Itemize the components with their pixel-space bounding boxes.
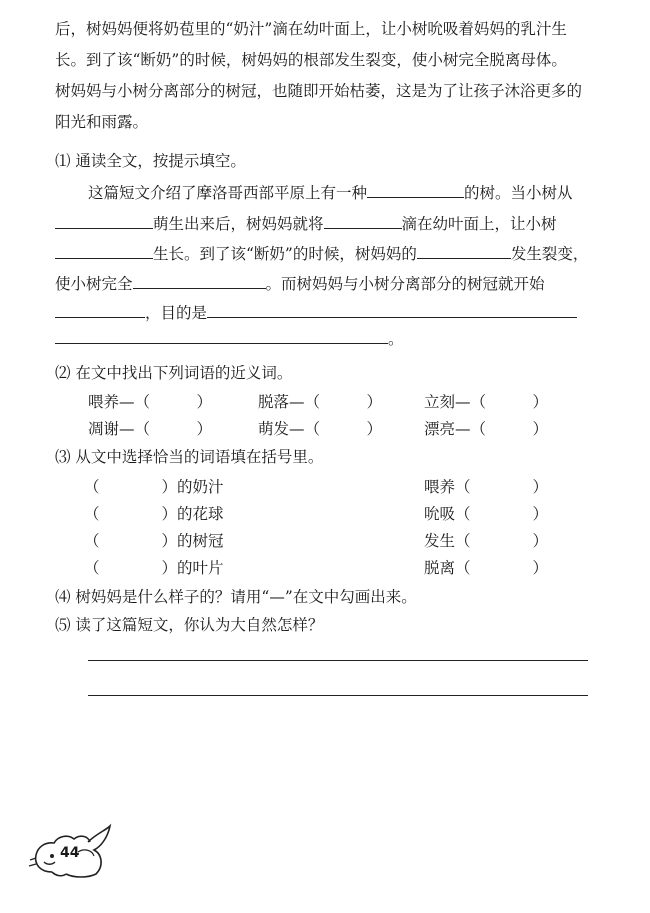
q3-title: ⑶ 从文中选择恰当的词语填在括号里。 (55, 448, 324, 466)
q3-left-item[interactable]: （ ）的奶汁 (84, 478, 224, 496)
q1-text: 生长。到了该“断奶”的时候，树妈妈的 (153, 245, 417, 263)
fill-blank[interactable] (55, 242, 153, 259)
fill-blank[interactable] (324, 212, 402, 229)
fill-blank[interactable] (133, 272, 266, 289)
q5-title: ⑸ 读了这篇短文，你认为大自然怎样？ (55, 616, 324, 634)
fill-blank[interactable] (207, 301, 577, 318)
fill-blank[interactable] (55, 327, 388, 344)
q2-item[interactable]: 脱落—（ ） (258, 393, 383, 411)
q4-title: ⑷ 树妈妈是什么样子的？请用“—”在文中勾画出来。 (55, 588, 417, 606)
q1-title: ⑴ 通读全文，按提示填空。 (55, 152, 246, 170)
fill-blank[interactable] (367, 181, 464, 198)
q1-text: 的树。当小树从 (464, 184, 573, 202)
passage-line-3: 树妈妈与小树分离部分的树冠，也随即开始枯萎，这是为了让孩子沐浴更多的 (55, 82, 583, 100)
page-number: 44 (60, 845, 80, 861)
q1-text: ，目的是 (145, 304, 208, 322)
q1-line-5 (55, 301, 577, 324)
q3-right-item[interactable]: 喂养（ ） (424, 478, 549, 496)
q1-text: 。 (388, 330, 404, 348)
fill-blank[interactable] (417, 242, 511, 259)
q1-text: 使小树完全 (55, 275, 133, 293)
q1-line-1 (88, 181, 573, 204)
fill-blank[interactable] (55, 301, 145, 318)
q3-right-item[interactable]: 吮吸（ ） (424, 505, 549, 523)
q2-item[interactable]: 立刻—（ ） (424, 393, 549, 411)
q1-line-6 (55, 327, 404, 350)
passage-line-1: 后，树妈妈便将奶苞里的“奶汁”滴在幼叶面上，让小树吮吸着妈妈的乳汁生 (55, 20, 567, 38)
q3-right-item[interactable]: 发生（ ） (424, 532, 549, 550)
answer-line-2[interactable] (88, 695, 588, 696)
q2-item[interactable]: 漂亮—（ ） (424, 420, 549, 438)
q3-left-item[interactable]: （ ）的花球 (84, 505, 224, 523)
q1-line-4 (55, 272, 545, 295)
q1-text: 萌生出来后，树妈妈就将 (153, 215, 324, 233)
q3-left-item[interactable]: （ ）的树冠 (84, 532, 224, 550)
q3-right-item[interactable]: 脱离（ ） (424, 559, 549, 577)
q1-text: 这篇短文介绍了摩洛哥西部平原上有一种 (88, 184, 368, 202)
q2-item[interactable]: 喂养—（ ） (88, 393, 213, 411)
q3-left-item[interactable]: （ ）的叶片 (84, 559, 224, 577)
q2-item[interactable]: 凋谢—（ ） (88, 420, 213, 438)
q1-text: 滴在幼叶面上，让小树 (401, 215, 557, 233)
q1-text: 。而树妈妈与小树分离部分的树冠就开始 (265, 275, 545, 293)
q2-title: ⑵ 在文中找出下列词语的近义词。 (55, 364, 293, 382)
q1-line-3 (55, 242, 588, 265)
answer-line-1[interactable] (88, 660, 588, 661)
q2-item[interactable]: 萌发—（ ） (258, 420, 383, 438)
passage-line-2: 长。到了该“断奶”的时候，树妈妈的根部发生裂变，使小树完全脱离母体。 (55, 51, 567, 69)
q1-text: 发生裂变， (510, 245, 589, 263)
q1-line-2 (55, 212, 557, 235)
passage-line-4: 阳光和雨露。 (55, 113, 149, 131)
fill-blank[interactable] (55, 212, 153, 229)
